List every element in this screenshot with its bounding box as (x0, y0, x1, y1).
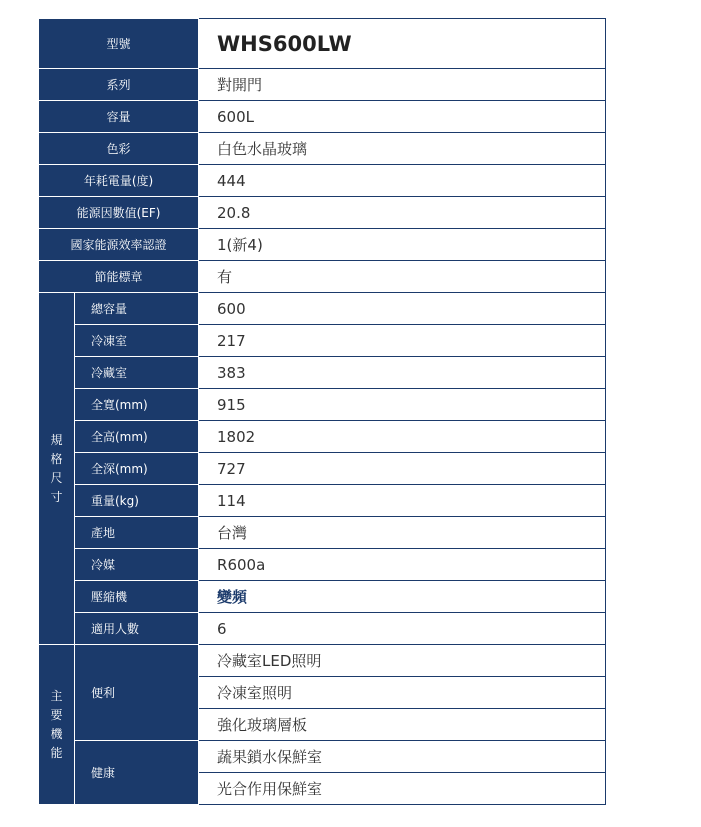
table-row (39, 325, 606, 357)
row-label: 冷藏室 (75, 357, 199, 389)
row-label: 年耗電量(度) (39, 165, 199, 197)
row-value: 20.8 (199, 197, 606, 229)
table-row (39, 645, 606, 677)
table-row (39, 389, 606, 421)
row-value: 444 (199, 165, 606, 197)
row-label: 能源因數值(EF) (39, 197, 199, 229)
compressor-value-link[interactable]: 變頻 (199, 581, 606, 613)
health-label: 健康 (75, 741, 199, 805)
spec-group-label (39, 293, 75, 645)
row-value: 915 (199, 389, 606, 421)
table-row (39, 517, 606, 549)
table-row (39, 485, 606, 517)
row-label: 適用人數 (75, 613, 199, 645)
row-label: 冷凍室 (75, 325, 199, 357)
features-group-text: 主要機能 (50, 688, 63, 760)
model-value: WHS600LW (199, 19, 606, 69)
row-value: 114 (199, 485, 606, 517)
row-value: 727 (199, 453, 606, 485)
table-row (39, 293, 606, 325)
table-row (39, 165, 606, 197)
table-row (39, 133, 606, 165)
row-label: 總容量 (75, 293, 199, 325)
row-value: 有 (199, 261, 606, 293)
spec-table (38, 18, 606, 805)
table-row (39, 357, 606, 389)
row-label-model: 型號 (39, 19, 199, 69)
feature-value: 冷藏室LED照明 (199, 645, 606, 677)
row-value: 600L (199, 101, 606, 133)
row-value: 383 (199, 357, 606, 389)
table-row (39, 197, 606, 229)
table-row (39, 453, 606, 485)
row-value: 台灣 (199, 517, 606, 549)
table-row (39, 261, 606, 293)
row-value: 600 (199, 293, 606, 325)
row-value: 1(新4) (199, 229, 606, 261)
row-label: 全寬(mm) (75, 389, 199, 421)
row-label: 容量 (39, 101, 199, 133)
row-label: 重量(kg) (75, 485, 199, 517)
table-row (39, 101, 606, 133)
row-label: 色彩 (39, 133, 199, 165)
row-value: 6 (199, 613, 606, 645)
row-label: 冷媒 (75, 549, 199, 581)
row-label: 國家能源效率認證 (39, 229, 199, 261)
feature-value: 冷凍室照明 (199, 677, 606, 709)
convenience-label: 便利 (75, 645, 199, 741)
spec-group-text: 規格尺寸 (50, 432, 63, 504)
features-group-label (39, 645, 75, 805)
row-value: 1802 (199, 421, 606, 453)
table-row (39, 741, 606, 773)
feature-value: 蔬果鎖水保鮮室 (199, 741, 606, 773)
row-label: 全高(mm) (75, 421, 199, 453)
row-label: 系列 (39, 69, 199, 101)
row-value: 217 (199, 325, 606, 357)
row-value: 白色水晶玻璃 (199, 133, 606, 165)
table-row (39, 421, 606, 453)
table-row (39, 581, 606, 613)
row-value: R600a (199, 549, 606, 581)
row-label: 產地 (75, 517, 199, 549)
row-label: 節能標章 (39, 261, 199, 293)
table-row (39, 229, 606, 261)
row-label: 全深(mm) (75, 453, 199, 485)
row-label: 壓縮機 (75, 581, 199, 613)
row-value: 對開門 (199, 69, 606, 101)
table-row (39, 69, 606, 101)
table-row (39, 613, 606, 645)
feature-value: 光合作用保鮮室 (199, 773, 606, 805)
feature-value: 強化玻璃層板 (199, 709, 606, 741)
table-row (39, 549, 606, 581)
table-row (39, 19, 606, 69)
